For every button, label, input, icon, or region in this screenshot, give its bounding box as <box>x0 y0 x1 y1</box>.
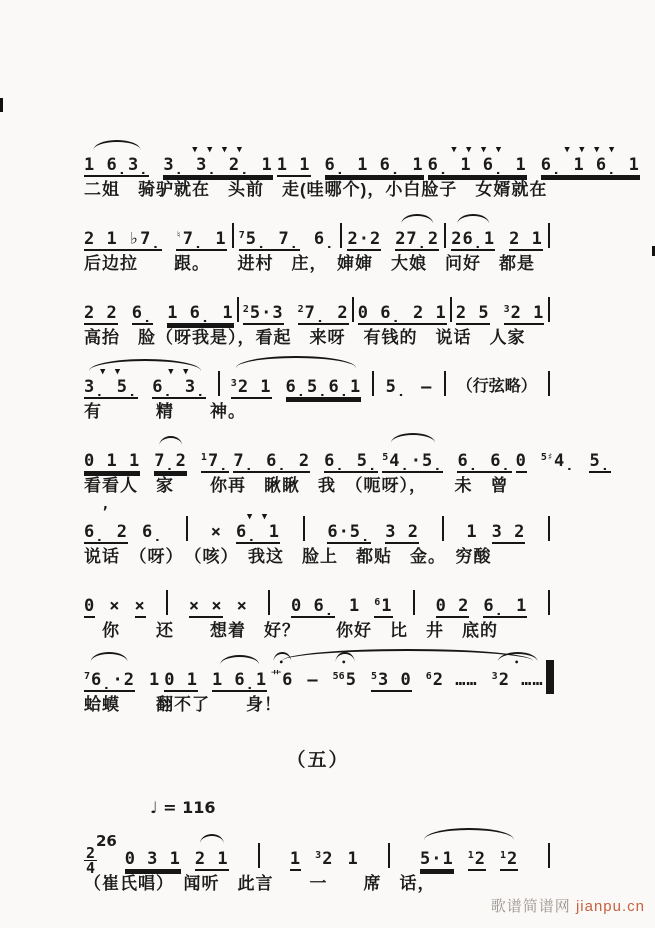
note-group <box>271 648 293 690</box>
note-digits: 6 <box>282 670 294 690</box>
tie-arc <box>401 214 433 224</box>
note-group <box>347 830 358 869</box>
note-group <box>457 432 511 471</box>
notation-line <box>84 355 552 397</box>
note-group <box>233 432 310 471</box>
note-group <box>212 651 267 690</box>
bar-line <box>303 516 305 541</box>
note-group <box>500 827 518 869</box>
tie-arc <box>159 436 183 446</box>
note-group <box>358 284 447 323</box>
lyric-line: 蛤蟆 翻不了 身！ <box>84 695 282 714</box>
accent-marks: ▼ ▼ ▼ ▼ <box>564 145 617 155</box>
grace-note: 1 <box>467 850 474 861</box>
note-digits: 3 2 <box>385 522 419 542</box>
measure-group <box>436 577 528 616</box>
note-digits: 6̣ <box>313 229 336 249</box>
note-group <box>125 830 181 869</box>
note-digits: 6·5̣ <box>327 522 372 542</box>
note-group <box>298 281 349 323</box>
note-group <box>385 503 419 542</box>
note-digits: 27̣2 <box>395 229 440 249</box>
note-group <box>167 284 233 323</box>
bar-line <box>444 223 446 248</box>
note-group <box>374 574 392 616</box>
notation-line <box>84 574 552 616</box>
note-digits: 2 5 <box>455 303 490 323</box>
measure-group <box>243 281 349 323</box>
note-digits: 26̣1 <box>451 229 496 249</box>
note-group <box>195 830 229 869</box>
note-digits: 0 1 <box>164 670 198 690</box>
bar-line <box>548 516 550 541</box>
note-digits: 5̣ <box>589 451 611 471</box>
music-system <box>84 429 611 496</box>
note-group <box>84 432 140 471</box>
note-digits: 2 <box>474 849 486 869</box>
note-group <box>84 503 128 542</box>
grace-note: 56 <box>332 671 345 682</box>
note-digits: 6̣ 1 <box>483 596 528 616</box>
note-group <box>176 207 227 249</box>
note-group <box>492 648 544 690</box>
tied-note-group <box>420 827 518 869</box>
page-number: 26 <box>96 832 117 850</box>
note-digits: 1 <box>347 849 359 869</box>
note-group <box>541 136 640 175</box>
note-digits: 3̣ 3̣ 2̣ 1 <box>163 155 273 175</box>
grace-note: 1 <box>200 452 207 463</box>
grace-note: 5 <box>382 452 389 463</box>
note-digits: 1 6̣ 1 <box>167 303 234 323</box>
note-digits: 7̣ <box>207 451 230 471</box>
note-group <box>395 210 439 249</box>
note-group <box>307 651 318 690</box>
note-digits: 6̣ 3̣ <box>152 377 207 397</box>
bar-line <box>232 223 234 248</box>
note-group <box>436 577 470 616</box>
lyric-line: 高抬 脸（呀我是），看起 来呀 有钱的 说话 人家 <box>84 328 526 347</box>
note-digits: 2 1 <box>194 849 229 869</box>
annotation-text <box>457 358 537 397</box>
note-group <box>325 136 424 175</box>
measure-group <box>164 651 267 690</box>
note-digits: 6̣·2 <box>91 670 135 690</box>
measure-group <box>382 429 511 471</box>
fermata <box>274 652 291 662</box>
note-digits: 6̣ 1 <box>236 522 280 542</box>
lyric-line: （崔氏唱） 闻听 此言 一 席 话， <box>84 874 436 893</box>
note-digits: 2 …… <box>432 670 478 690</box>
notation-line <box>84 281 552 323</box>
note-digits: × × <box>188 596 223 616</box>
note-group <box>426 648 478 690</box>
section-number: （五） <box>286 750 350 771</box>
note-digits: 2 2 <box>84 303 118 323</box>
measure-group <box>291 574 392 616</box>
final-bar-line <box>546 660 554 694</box>
music-system <box>84 355 552 422</box>
grace-note: 5♯ <box>540 452 553 463</box>
grace-note: 6 <box>425 671 432 682</box>
note-group <box>382 429 443 471</box>
grace-note: 2 <box>242 304 249 315</box>
time-signature <box>84 846 97 875</box>
note-digits: 2 1 <box>237 377 272 397</box>
measure-group <box>84 648 160 690</box>
measure-group <box>358 284 447 323</box>
tie-arc <box>200 834 224 844</box>
tied-note-group <box>231 355 361 397</box>
note-digits: 2 <box>507 849 519 869</box>
note-digits: 7̣2 <box>154 451 187 471</box>
note-digits: 3 2 <box>491 522 526 542</box>
accent-marks: ▼ ▼ <box>168 367 191 377</box>
note-digits: 6̣ 1 6̣ 1 <box>427 155 527 175</box>
note-group <box>164 651 198 690</box>
tied-note-group <box>84 358 206 397</box>
grace-note: 2 <box>297 304 304 315</box>
note-group <box>428 136 527 175</box>
note-group <box>516 432 527 471</box>
tempo-marking: ♩ = 116 <box>150 798 216 817</box>
measure-group <box>84 577 146 616</box>
lyric-line: 二姐 骑驴就在 头前 走(哇哪个)，小白脸子 女婿就在 <box>84 180 548 199</box>
note-digits: 1 <box>381 596 393 616</box>
note-group <box>239 207 300 249</box>
note-group <box>291 577 335 616</box>
grace-note: 7 <box>84 671 91 682</box>
measure-group <box>277 136 424 175</box>
grace-note: 1 <box>500 850 507 861</box>
note-group <box>504 281 545 323</box>
watermark-domain: jianpu.cn <box>575 898 645 915</box>
notation-line <box>84 503 552 542</box>
notation-line <box>84 207 552 249</box>
measure-group <box>466 503 525 542</box>
grace-note: 3 <box>503 304 510 315</box>
note-digits: 7̣ 6̣ 2 <box>233 451 311 471</box>
accent-marks: ▼ ▼ ▼ ▼ <box>192 145 245 155</box>
music-system <box>84 136 640 200</box>
notation-line <box>84 648 552 690</box>
grace-note: 艹 <box>271 671 282 682</box>
note-group <box>84 358 138 397</box>
note-group <box>84 136 149 175</box>
note-group <box>483 577 527 616</box>
accent-marks: ▼ ▼ ▼ ▼ <box>451 145 504 155</box>
note-group <box>135 577 146 616</box>
meter-numerator: 2 <box>86 844 96 862</box>
note-group <box>333 648 357 690</box>
music-system <box>84 827 552 894</box>
note-digits: 0 1 1 <box>84 451 141 471</box>
grace-note: 3 <box>230 378 237 389</box>
note-group <box>152 358 206 397</box>
lyric-line: 你 还 想着 好？ 你好 比 井 底的 <box>84 621 498 640</box>
breath-mark: ’ <box>100 505 112 521</box>
bar-line <box>444 371 446 396</box>
note-digits: 2 1 <box>510 303 545 323</box>
grace-note: 5 <box>370 671 377 682</box>
bar-line <box>548 223 550 248</box>
measure-group <box>125 830 229 869</box>
note-group <box>451 210 495 249</box>
measure-group <box>428 136 640 175</box>
notation-block-part4 <box>84 136 640 715</box>
note-group <box>84 284 118 323</box>
note-group <box>201 429 230 471</box>
measure-group <box>290 827 359 869</box>
note-digits: 4̣·5̣ <box>389 451 444 471</box>
note-digits: 1 6̣1 <box>211 670 268 690</box>
note-digits: 6̣5̣6̣1 <box>285 377 362 397</box>
note-group <box>314 210 335 249</box>
bar-line <box>548 843 550 868</box>
lyric-line: 说话 （呀） （咳） 我这 脸上 都贴 金。 穷酸 <box>84 547 492 566</box>
note-group <box>386 358 407 397</box>
music-system <box>84 574 552 641</box>
bar-line <box>218 371 220 396</box>
grace-note: 7 <box>238 230 245 241</box>
bar-line <box>258 843 260 868</box>
note-digits: 2·2 <box>347 229 382 249</box>
note-digits: 0 <box>84 596 96 616</box>
note-digits: 4̣ <box>553 451 576 471</box>
note-group <box>421 358 432 397</box>
bar-line <box>268 590 270 615</box>
note-digits: × <box>134 596 146 616</box>
bar-line <box>388 843 390 868</box>
note-digits: 1 1 <box>276 155 311 175</box>
note-group <box>243 281 284 323</box>
tie-arc <box>391 433 435 443</box>
note-digits: 1 <box>348 596 361 616</box>
note-digits: 7̣ 1 <box>182 229 227 249</box>
bar-line <box>372 371 374 396</box>
note-digits: 6̣ 1 6̣ 1 <box>540 155 640 175</box>
measure-group <box>84 503 163 542</box>
fermata <box>335 652 354 662</box>
tie-arc <box>220 655 260 665</box>
note-digits: × <box>210 522 223 542</box>
note-group <box>466 503 477 542</box>
note-digits: 6̣ <box>131 303 154 323</box>
note-digits: 6̣ 5̣ <box>324 451 379 471</box>
note-group <box>237 577 248 616</box>
note-group <box>286 358 362 397</box>
note-digits: 0 <box>515 451 527 471</box>
note-group <box>492 503 526 542</box>
measure-group <box>84 207 227 249</box>
note-group <box>324 432 378 471</box>
note-group <box>277 136 311 175</box>
note-digits: 1 <box>148 670 161 690</box>
note-group <box>509 210 543 249</box>
music-system <box>84 648 552 715</box>
note-digits: 5·3 <box>249 303 284 323</box>
tie-arc <box>93 140 140 150</box>
note-group <box>347 210 381 249</box>
measure-group <box>84 136 273 175</box>
measure-group <box>233 432 378 471</box>
note-group <box>163 136 272 175</box>
note-group <box>149 651 160 690</box>
note-digits: 0 6̣ <box>291 596 335 616</box>
measure-group <box>211 503 280 542</box>
note-group <box>231 355 272 397</box>
grace-note: 3 <box>315 850 322 861</box>
note-digits: 1 6̣3̣ <box>84 155 150 175</box>
watermark-site-name: 歌谱简谱网 <box>490 898 571 915</box>
note-group <box>589 432 610 471</box>
note-group <box>211 503 222 542</box>
note-digits: 0 6̣ 2 1 <box>357 303 447 323</box>
notation-line <box>84 136 640 175</box>
note-group <box>349 577 360 616</box>
note-group <box>154 432 187 471</box>
tie-arc <box>457 214 489 224</box>
note-group <box>84 577 95 616</box>
bar-line <box>413 590 415 615</box>
note-digits: 6̣ 1 6̣ 1 <box>324 155 424 175</box>
note-digits: 6̣ <box>141 522 164 542</box>
note-digits: （行弦略） <box>456 378 537 395</box>
note-digits: 3 0 <box>377 670 412 690</box>
note-digits: — <box>421 377 433 397</box>
note-digits: 2 1 ♭7̣ <box>84 229 162 249</box>
bar-line <box>237 297 239 322</box>
fermata <box>497 652 538 662</box>
note-group <box>189 577 223 616</box>
measure-group <box>457 358 537 397</box>
note-digits: 2 1 <box>509 229 543 249</box>
note-group <box>109 577 120 616</box>
bar-line <box>548 590 550 615</box>
lyric-line: 看看人 家 你再 瞅瞅 我 （呃呀）， 未 曾 <box>84 476 509 495</box>
note-digits: — <box>307 670 319 690</box>
note-group <box>84 648 135 690</box>
bar-line <box>340 223 342 248</box>
bar-line <box>352 297 354 322</box>
lyric-line: 有 精 神。 <box>84 402 246 421</box>
note-group <box>236 503 280 542</box>
note-group <box>142 503 163 542</box>
note-digits: 6̣ 6̣ <box>457 451 512 471</box>
note-digits: 1 <box>289 849 302 869</box>
score-body <box>84 136 640 901</box>
scan-artifact <box>0 98 3 112</box>
measure-group <box>327 503 419 542</box>
tie-arc <box>91 652 128 662</box>
accent-marks: ▼ ▼ <box>99 367 123 377</box>
grace-note: 6 <box>374 597 381 608</box>
note-group <box>541 429 576 471</box>
bar-line <box>450 297 452 322</box>
note-group <box>420 830 454 869</box>
accent-marks: ▼ ▼ <box>246 512 270 522</box>
music-system <box>84 281 552 348</box>
measure-group <box>456 281 544 323</box>
bar-line <box>442 516 444 541</box>
music-system <box>84 207 552 274</box>
note-digits: × <box>109 596 121 616</box>
measure-group <box>516 429 611 471</box>
note-group <box>456 284 490 323</box>
note-group <box>84 210 162 249</box>
measure-group <box>84 429 229 471</box>
measure-group <box>189 577 248 616</box>
note-group <box>327 503 371 542</box>
measure-group <box>386 358 433 397</box>
notation-line <box>84 429 611 471</box>
grace-note: ♮ <box>175 230 182 241</box>
music-system <box>84 503 552 567</box>
note-group <box>132 284 153 323</box>
note-digits: 0 3 1 <box>124 849 181 869</box>
bar-line <box>186 516 188 541</box>
measure-group <box>451 210 543 249</box>
lyric-line: 后边拉 跟。 进村 庄， 婶婶 大娘 问好 都是 <box>84 254 535 273</box>
note-group <box>290 830 301 869</box>
grace-note: 3 <box>491 671 498 682</box>
note-digits: 2 <box>322 849 334 869</box>
note-group <box>371 648 412 690</box>
measure-group <box>84 284 234 323</box>
note-group <box>468 827 486 869</box>
bar-line <box>548 297 550 322</box>
note-digits: 5̣ 7̣ <box>245 229 300 249</box>
note-digits: × <box>236 596 248 616</box>
watermark <box>491 895 645 916</box>
note-digits: 5̣ <box>385 377 408 397</box>
tied-note-group <box>271 648 544 690</box>
note-digits: 1 <box>466 522 478 542</box>
note-digits: 3̣ 5̣ <box>84 377 139 397</box>
note-digits: 6̣ 2 <box>84 522 128 542</box>
note-digits: 2 …… <box>498 670 544 690</box>
bar-line <box>548 371 550 396</box>
measure-group <box>239 207 336 249</box>
note-digits: 7̣ 2 <box>304 303 349 323</box>
measure-group <box>347 210 439 249</box>
note-digits: 5·1 <box>420 849 454 869</box>
note-group <box>315 827 333 869</box>
notation-line <box>84 827 552 877</box>
note-digits: 5 <box>345 670 357 690</box>
note-digits: 0 2 <box>435 596 470 616</box>
meter-denominator: 4 <box>86 859 96 877</box>
bar-line <box>166 590 168 615</box>
notation-block-part5 <box>84 827 552 894</box>
